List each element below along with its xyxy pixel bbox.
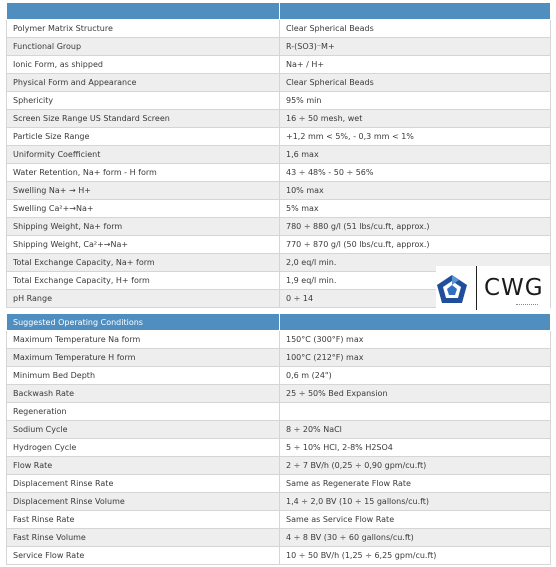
property-label: Fast Rinse Volume (7, 529, 280, 547)
property-value: 1,9 eq/l min. (280, 272, 551, 290)
property-label: Displacement Rinse Rate (7, 475, 280, 493)
property-value: 4 ÷ 8 BV (30 ÷ 60 gallons/cu.ft) (280, 529, 551, 547)
property-value: 10 ÷ 50 BV/h (1,25 ÷ 6,25 gpm/cu.ft) (280, 547, 551, 565)
property-value: 5% max (280, 200, 551, 218)
table-row (7, 218, 551, 236)
property-label: Swelling Ca²+→Na+ (7, 200, 280, 218)
property-label: Swelling Na+ → H+ (7, 182, 280, 200)
property-label: pH Range (7, 290, 280, 308)
property-value: 1,6 max (280, 146, 551, 164)
table-row (7, 421, 551, 439)
property-label: Maximum Temperature H form (7, 349, 280, 367)
conditions-header-cell (280, 314, 551, 331)
table-row (7, 146, 551, 164)
property-label: Maximum Temperature Na form (7, 331, 280, 349)
conditions-header-cell: Suggested Operating Conditions (7, 314, 280, 331)
property-label: Ionic Form, as shipped (7, 56, 280, 74)
table-row (7, 493, 551, 511)
property-value: 5 ÷ 10% HCl, 2-8% H2SO4 (280, 439, 551, 457)
property-value (280, 403, 551, 421)
property-value: R-(SO3)⁻M+ (280, 38, 551, 56)
property-label: Service Flow Rate (7, 547, 280, 565)
property-label: Displacement Rinse Volume (7, 493, 280, 511)
property-label: Total Exchange Capacity, Na+ form (7, 254, 280, 272)
property-value: Same as Regenerate Flow Rate (280, 475, 551, 493)
table-row (7, 128, 551, 146)
property-label: Minimum Bed Depth (7, 367, 280, 385)
property-value: 95% min (280, 92, 551, 110)
property-label: Total Exchange Capacity, H+ form (7, 272, 280, 290)
table-row (7, 547, 551, 565)
property-label: Sodium Cycle (7, 421, 280, 439)
conditions-header-row (7, 314, 551, 331)
property-label: Polymer Matrix Structure (7, 20, 280, 38)
properties-header-row (7, 3, 551, 20)
property-value: 100°C (212°F) max (280, 349, 551, 367)
property-label: Shipping Weight, Na+ form (7, 218, 280, 236)
property-value: 150°C (300°F) max (280, 331, 551, 349)
property-value: 8 ÷ 20% NaCl (280, 421, 551, 439)
table-row (7, 56, 551, 74)
pentagon-logo-icon (436, 274, 468, 304)
resin-properties-body (7, 3, 551, 308)
property-value: 0 ÷ 14 (280, 290, 551, 308)
property-label: Water Retention, Na+ form - H form (7, 164, 280, 182)
property-label: Backwash Rate (7, 385, 280, 403)
property-value: 2,0 eq/l min. (280, 254, 551, 272)
table-row (7, 20, 551, 38)
property-label: Particle Size Range (7, 128, 280, 146)
table-row (7, 511, 551, 529)
property-label: Sphericity (7, 92, 280, 110)
property-value: Clear Spherical Beads (280, 74, 551, 92)
table-row (7, 367, 551, 385)
table-row (7, 74, 551, 92)
property-value: 770 ÷ 870 g/l (50 lbs/cu.ft, approx.) (280, 236, 551, 254)
table-row (7, 200, 551, 218)
property-value: Same as Service Flow Rate (280, 511, 551, 529)
table-row (7, 349, 551, 367)
property-value: 0,6 m (24") (280, 367, 551, 385)
table-row (7, 38, 551, 56)
property-label: Regeneration (7, 403, 280, 421)
property-value: 43 ÷ 48% - 50 ÷ 56% (280, 164, 551, 182)
property-label: Shipping Weight, Ca²+→Na+ (7, 236, 280, 254)
property-value: 16 ÷ 50 mesh, wet (280, 110, 551, 128)
property-label: Uniformity Coefficient (7, 146, 280, 164)
property-label: Functional Group (7, 38, 280, 56)
table-row (7, 164, 551, 182)
property-label: Hydrogen Cycle (7, 439, 280, 457)
table-row (7, 475, 551, 493)
properties-header-cell (280, 3, 551, 20)
logo-tagline-mark (516, 304, 538, 307)
logo-divider (476, 266, 477, 310)
cwg-logo (436, 266, 550, 310)
property-value: 10% max (280, 182, 551, 200)
property-value: 25 ÷ 50% Bed Expansion (280, 385, 551, 403)
table-row (7, 110, 551, 128)
property-value: 780 ÷ 880 g/l (51 lbs/cu.ft, approx.) (280, 218, 551, 236)
resin-properties-table (6, 2, 551, 308)
table-row (7, 529, 551, 547)
property-value: 1,4 ÷ 2,0 BV (10 ÷ 15 gallons/cu.ft) (280, 493, 551, 511)
property-value: +1,2 mm < 5%, - 0,3 mm < 1% (280, 128, 551, 146)
table-row (7, 92, 551, 110)
operating-conditions-table (6, 313, 551, 565)
table-row (7, 236, 551, 254)
property-label: Screen Size Range US Standard Screen (7, 110, 280, 128)
logo-wordmark: CWG (484, 275, 544, 301)
table-row (7, 439, 551, 457)
table-row (7, 403, 551, 421)
property-value: Na+ / H+ (280, 56, 551, 74)
property-value: Clear Spherical Beads (280, 20, 551, 38)
operating-conditions-body (7, 314, 551, 565)
property-label: Flow Rate (7, 457, 280, 475)
property-label: Fast Rinse Rate (7, 511, 280, 529)
table-row (7, 385, 551, 403)
property-label: Physical Form and Appearance (7, 74, 280, 92)
table-row (7, 182, 551, 200)
table-row (7, 331, 551, 349)
table-row (7, 457, 551, 475)
property-value: 2 ÷ 7 BV/h (0,25 ÷ 0,90 gpm/cu.ft) (280, 457, 551, 475)
properties-header-cell (7, 3, 280, 20)
